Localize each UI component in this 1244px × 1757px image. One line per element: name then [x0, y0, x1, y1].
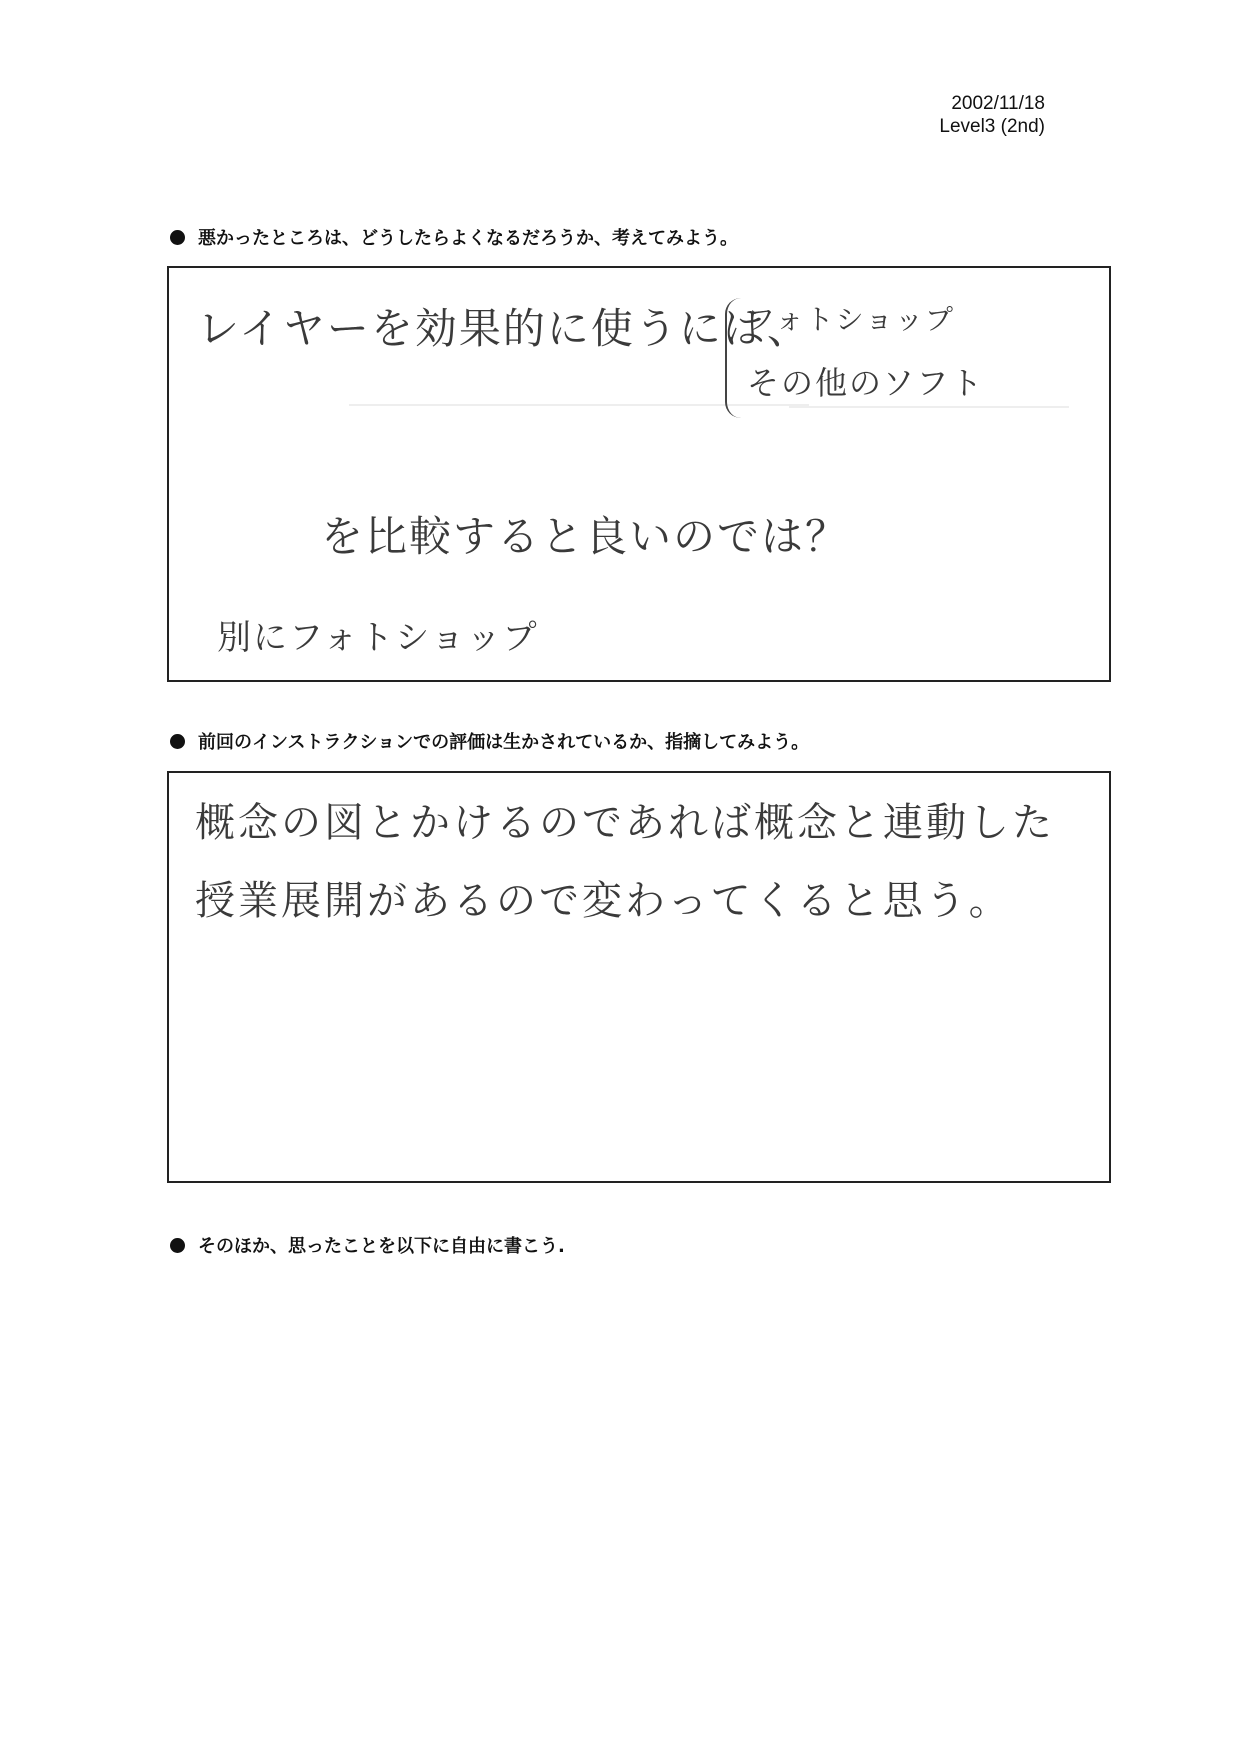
brace-icon: [725, 298, 741, 418]
section1-prompt: [170, 224, 738, 250]
section1-answer-box: [167, 266, 1111, 682]
handwritten-line: を比較すると良いのでは？: [321, 512, 850, 561]
handwritten-option: その他のソフト: [747, 364, 985, 402]
section2-prompt: [170, 728, 809, 754]
date-label: 2002/11/18: [951, 93, 1045, 114]
faint-line: [789, 406, 1069, 408]
bullet-icon: [170, 230, 185, 245]
bullet-icon: [170, 1238, 185, 1253]
section2-answer-box: [167, 771, 1111, 1183]
section2-prompt-text: 前回のインストラクションでの評価は生かされているか、指摘してみよう。: [198, 732, 810, 753]
document-header: [939, 92, 1045, 138]
handwritten-line: 授業展開があるので変わってくると思う。: [195, 878, 1012, 924]
level-label: Level3 (2nd): [939, 116, 1045, 137]
section1-prompt-text: 悪かったところは、どうしたらよくなるだろうか、考えてみよう。: [198, 228, 738, 249]
handwritten-line: レイヤーを効果的に使うには、: [197, 304, 811, 353]
section3-prompt: [170, 1232, 565, 1258]
handwritten-option: フォトショップ: [747, 303, 956, 336]
handwritten-line: 別にフォトショップ: [217, 618, 539, 658]
bullet-icon: [170, 734, 185, 749]
handwritten-line: 概念の図とかけるのであれば概念と連動した: [195, 800, 1055, 846]
section3-prompt-text: そのほか、思ったことを以下に自由に書こう.: [198, 1236, 565, 1257]
